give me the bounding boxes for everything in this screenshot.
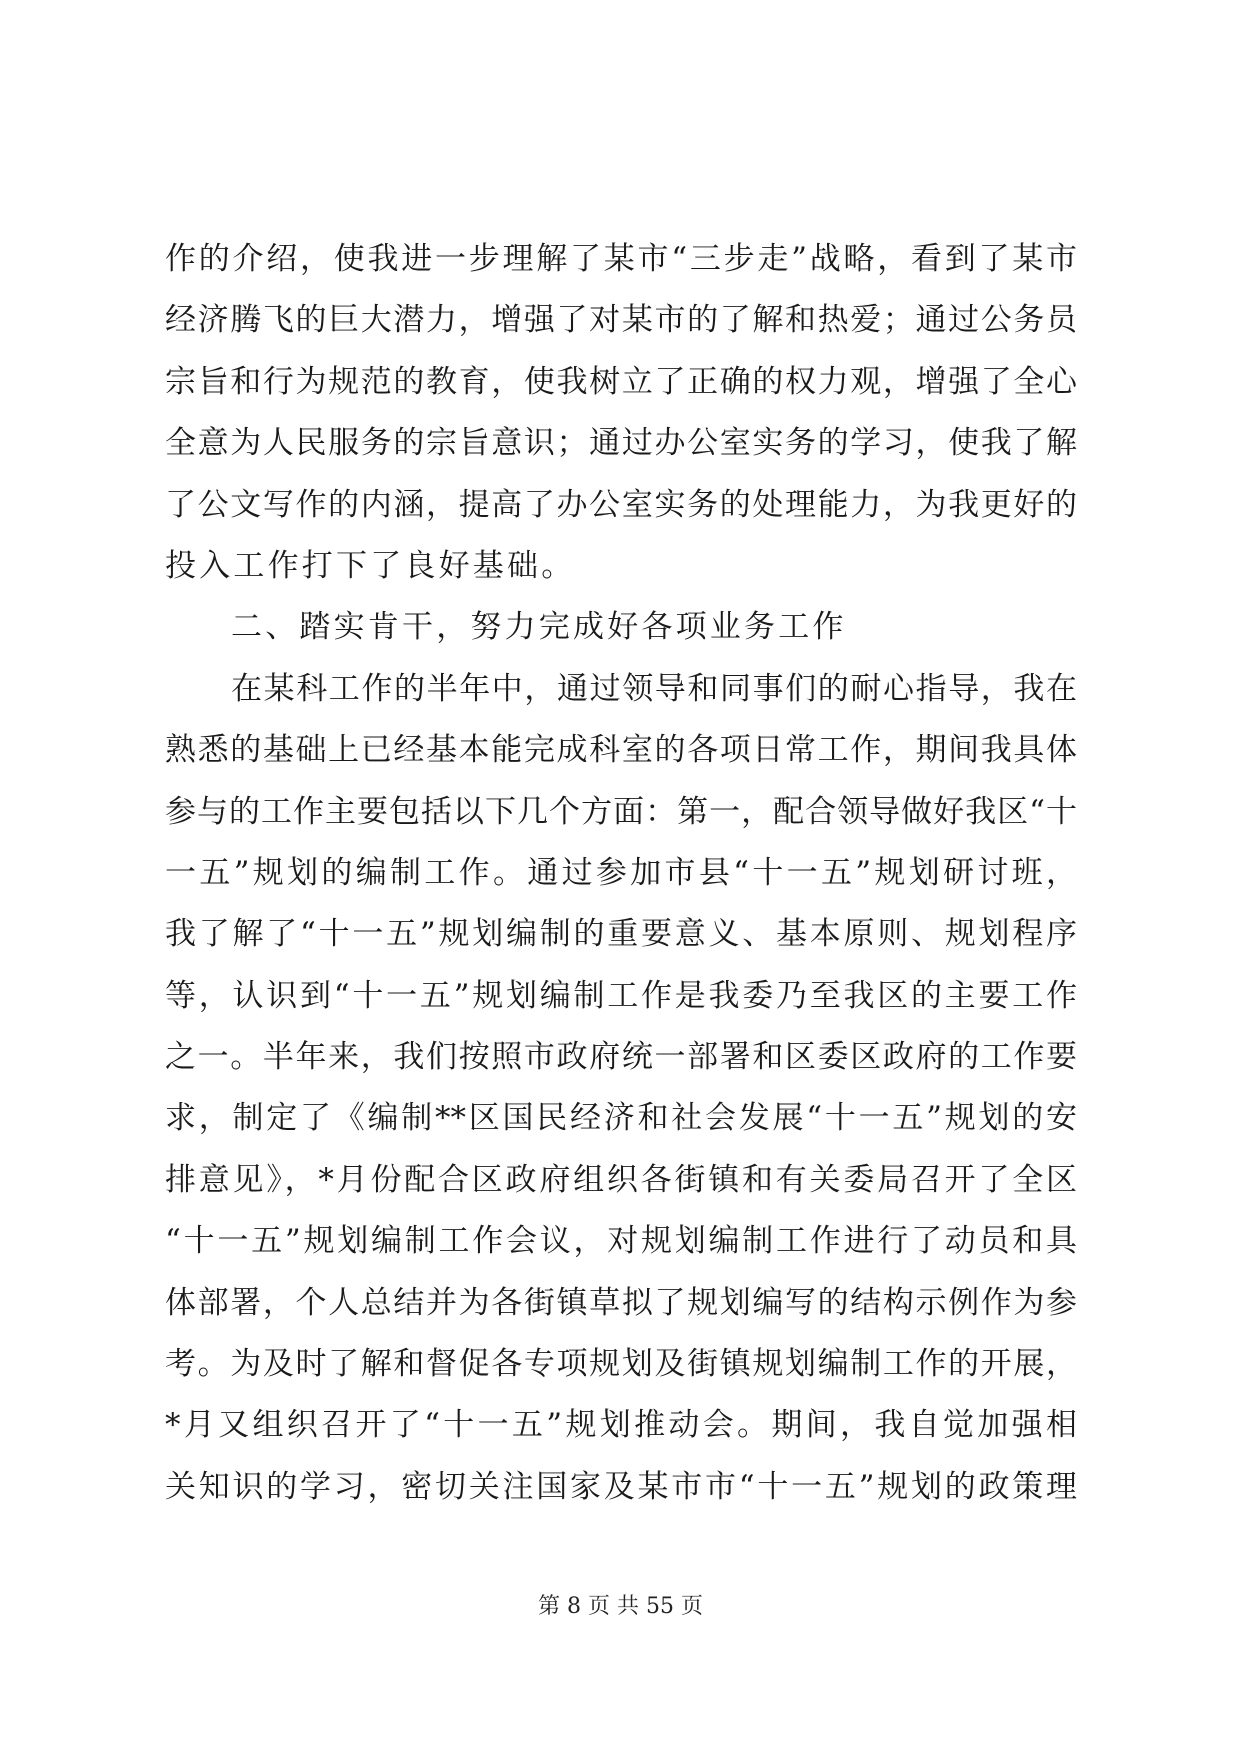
text-line: 求，制定了《编制**区国民经济和社会发展“十一五”规划的安 xyxy=(165,1100,1077,1137)
text-line: 排意见》，*月份配合区政府组织各街镇和有关委局召开了全区 xyxy=(165,1161,1077,1198)
text-line: 等，认识到“十一五”规划编制工作是我委乃至我区的主要工作 xyxy=(165,977,1077,1014)
text-line: 作的介绍，使我进一步理解了某市“三步走”战略，看到了某市 xyxy=(165,241,1077,277)
page-footer xyxy=(0,1592,1241,1622)
text-line: 一五”规划的编制工作。通过参加市县“十一五”规划研讨班， xyxy=(165,854,1077,891)
text-line: 考。为及时了解和督促各专项规划及街镇规划编制工作的开展， xyxy=(165,1346,1077,1383)
text-line: 关知识的学习，密切关注国家及某市市“十一五”规划的政策理 xyxy=(165,1468,1077,1505)
body-text xyxy=(165,229,1077,1518)
text-line: 宗旨和行为规范的教育，使我树立了正确的权力观，增强了全心 xyxy=(165,363,1077,400)
page-number: 第 8 页 共 55 页 xyxy=(538,1594,703,1619)
text-line: “十一五”规划编制工作会议，对规划编制工作进行了动员和具 xyxy=(165,1223,1077,1260)
text-line: 全意为人民服务的宗旨意识；通过办公室实务的学习，使我了解 xyxy=(165,425,1077,462)
text-line: 了公文写作的内涵，提高了办公室实务的处理能力，为我更好的 xyxy=(165,486,1077,523)
text-line: 我了解了“十一五”规划编制的重要意义、基本原则、规划程序 xyxy=(165,916,1077,953)
text-line: 之一。半年来，我们按照市政府统一部署和区委区政府的工作要 xyxy=(165,1039,1077,1076)
text-line: 在某科工作的半年中，通过领导和同事们的耐心指导，我在 xyxy=(231,670,1077,707)
section-heading: 二、踏实肯干，努力完成好各项业务工作 xyxy=(231,609,847,646)
text-line: 经济腾飞的巨大潜力，增强了对某市的了解和热爱；通过公务员 xyxy=(165,302,1077,339)
text-line: 体部署，个人总结并为各街镇草拟了规划编写的结构示例作为参 xyxy=(165,1284,1077,1321)
text-line: 参与的工作主要包括以下几个方面：第一，配合领导做好我区“十 xyxy=(165,793,1077,830)
text-line: 熟悉的基础上已经基本能完成科室的各项日常工作，期间我具体 xyxy=(165,732,1077,769)
text-line: *月又组织召开了“十一五”规划推动会。期间，我自觉加强相 xyxy=(165,1407,1077,1444)
text-line: 投入工作打下了良好基础。 xyxy=(165,547,576,584)
